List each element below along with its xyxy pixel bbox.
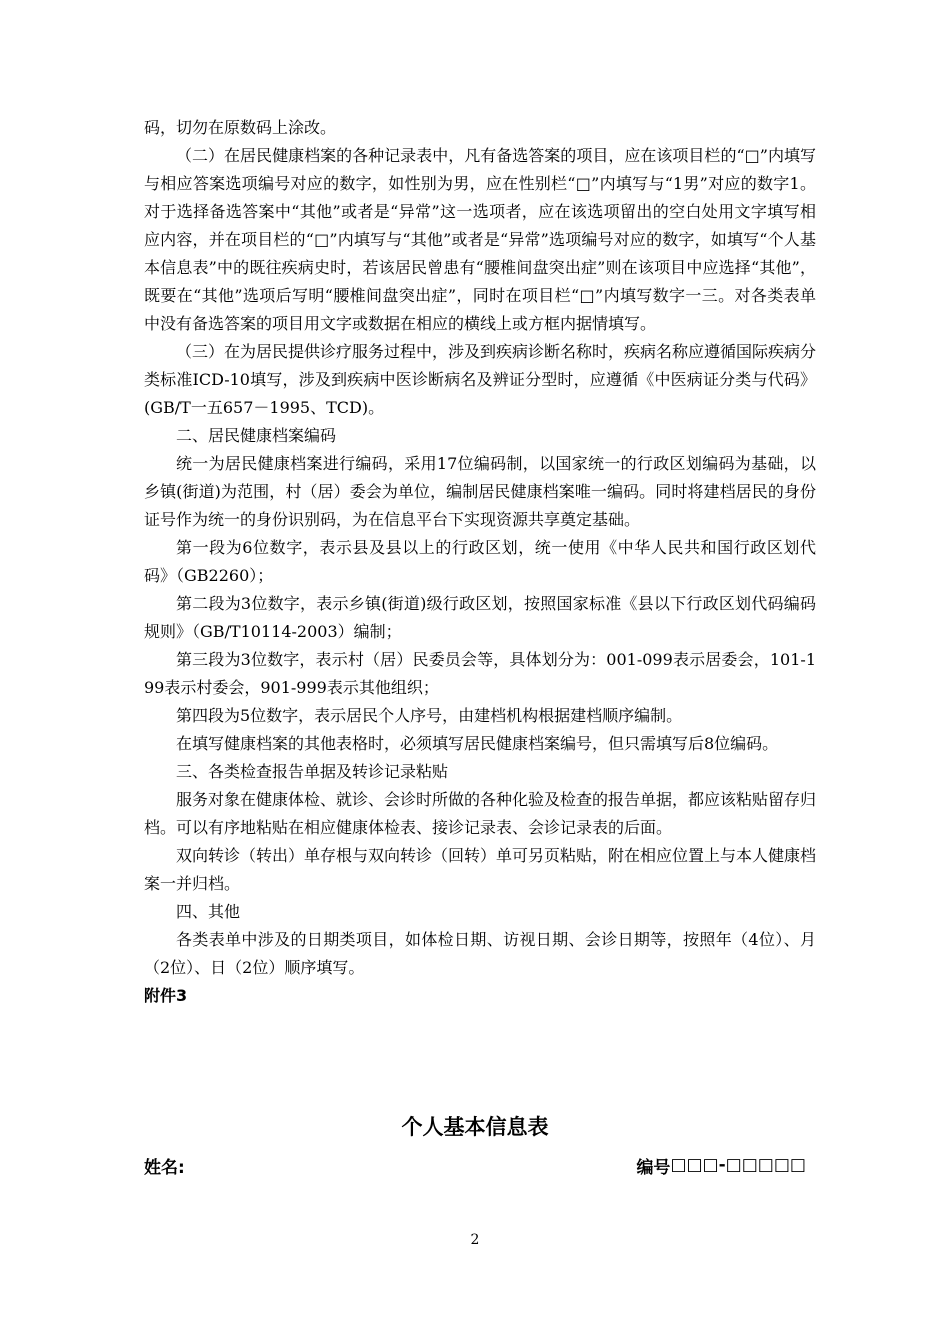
number-boxes: □□□-□□□□□ xyxy=(670,1155,806,1175)
name-field xyxy=(144,1153,185,1178)
appendix-label: 附件3 xyxy=(144,986,188,1005)
paragraph-section-3: （三）在为居民提供诊疗服务过程中，涉及到疾病诊断名称时，疾病名称应遵循国际疾病分类标准ICD-10填写，涉及到疾病中医诊断病名及辨证分型时，应遵循《中医病证分类与代码》(GB/T一五657－1995、TCD)。 xyxy=(144,342,817,417)
section-heading-reports: 三、各类检查报告单据及转诊记录粘贴 xyxy=(176,762,449,781)
paragraph-code-segment-1: 第一段为6位数字，表示县及县以上的行政区划，统一使用《中华人民共和国行政区划代码》（GB2260）； xyxy=(144,538,816,585)
paragraph-other-forms: 在填写健康档案的其他表格时，必须填写居民健康档案编号，但只需填写后8位编码。 xyxy=(176,734,779,753)
paragraph-encoding-intro: 统一为居民健康档案进行编码，采用17位编码制，以国家统一的行政区划编码为基础，以乡镇(街道)为范围，村（居）委会为单位，编制居民健康档案唯一编码。同时将建档居民的身份证号作为统一的身份识别码，为在信息平台下实现资源共享奠定基础。 xyxy=(144,454,816,529)
paragraph-referral: 双向转诊（转出）单存根与双向转诊（回转）单可另页粘贴，附在相应位置上与本人健康档案一并归档。 xyxy=(144,846,817,893)
number-field xyxy=(636,1153,806,1178)
paragraph-code-segment-4: 第四段为5位数字，表示居民个人序号，由建档机构根据建档顺序编制。 xyxy=(176,706,683,725)
paragraph-code-segment-2: 第二段为3位数字，表示乡镇(街道)级行政区划，按照国家标准《县以下行政区划代码编码规则》（GB/T10114-2003）编制； xyxy=(144,594,816,641)
paragraph-section-2: （二）在居民健康档案的各种记录表中，凡有备选答案的项目，应在该项目栏的“□”内填写与相应答案选项编号对应的数字，如性别为男，应在性别栏“□”内填写与“1男”对应的数字1。对于选择备选答案中“其他”或者是“异常”这一选项者，应在该选项留出的空白处用文字填写相应内容，并在项目栏的“□”内填写与“其他”或者是“异常”选项编号对应的数字，如填写“个人基本信息表”中的既往疾病史时，若该居民曾患有“腰椎间盘突出症”则在该项目中应选择“其他”，既要在“其他”选项后写明“腰椎间盘突出症”，同时在项目栏“□”内填写数字一三。对各类表单中没有备选答案的项目用文字或数据在相应的横线上或方框内据情填写。 xyxy=(144,146,816,333)
page-number: 2 xyxy=(470,1232,480,1248)
paragraph-continuation: 码，切勿在原数码上涂改。 xyxy=(144,118,337,137)
name-label: 姓名: xyxy=(144,1157,185,1178)
paragraph-code-segment-3: 第三段为3位数字，表示村（居）民委员会等，具体划分为：001-099表示居委会，101-199表示村委会，901-999表示其他组织； xyxy=(144,650,816,697)
number-label: 编号 xyxy=(636,1157,671,1178)
paragraph-reports: 服务对象在健康体检、就诊、会诊时所做的各种化验及检查的报告单据，都应该粘贴留存归档。可以有序地粘贴在相应健康体检表、接诊记录表、会诊记录表的后面。 xyxy=(144,790,817,837)
section-heading-other: 四、其他 xyxy=(176,902,241,921)
section-heading-encoding: 二、居民健康档案编码 xyxy=(176,426,337,445)
document-body xyxy=(144,114,816,1010)
form-title: 个人基本信息表 xyxy=(401,1115,549,1139)
paragraph-dates: 各类表单中涉及的日期类项目，如体检日期、访视日期、会诊日期等，按照年（4位）、月（2位）、日（2位）顺序填写。 xyxy=(144,930,816,977)
form-header-row xyxy=(144,1150,806,1180)
